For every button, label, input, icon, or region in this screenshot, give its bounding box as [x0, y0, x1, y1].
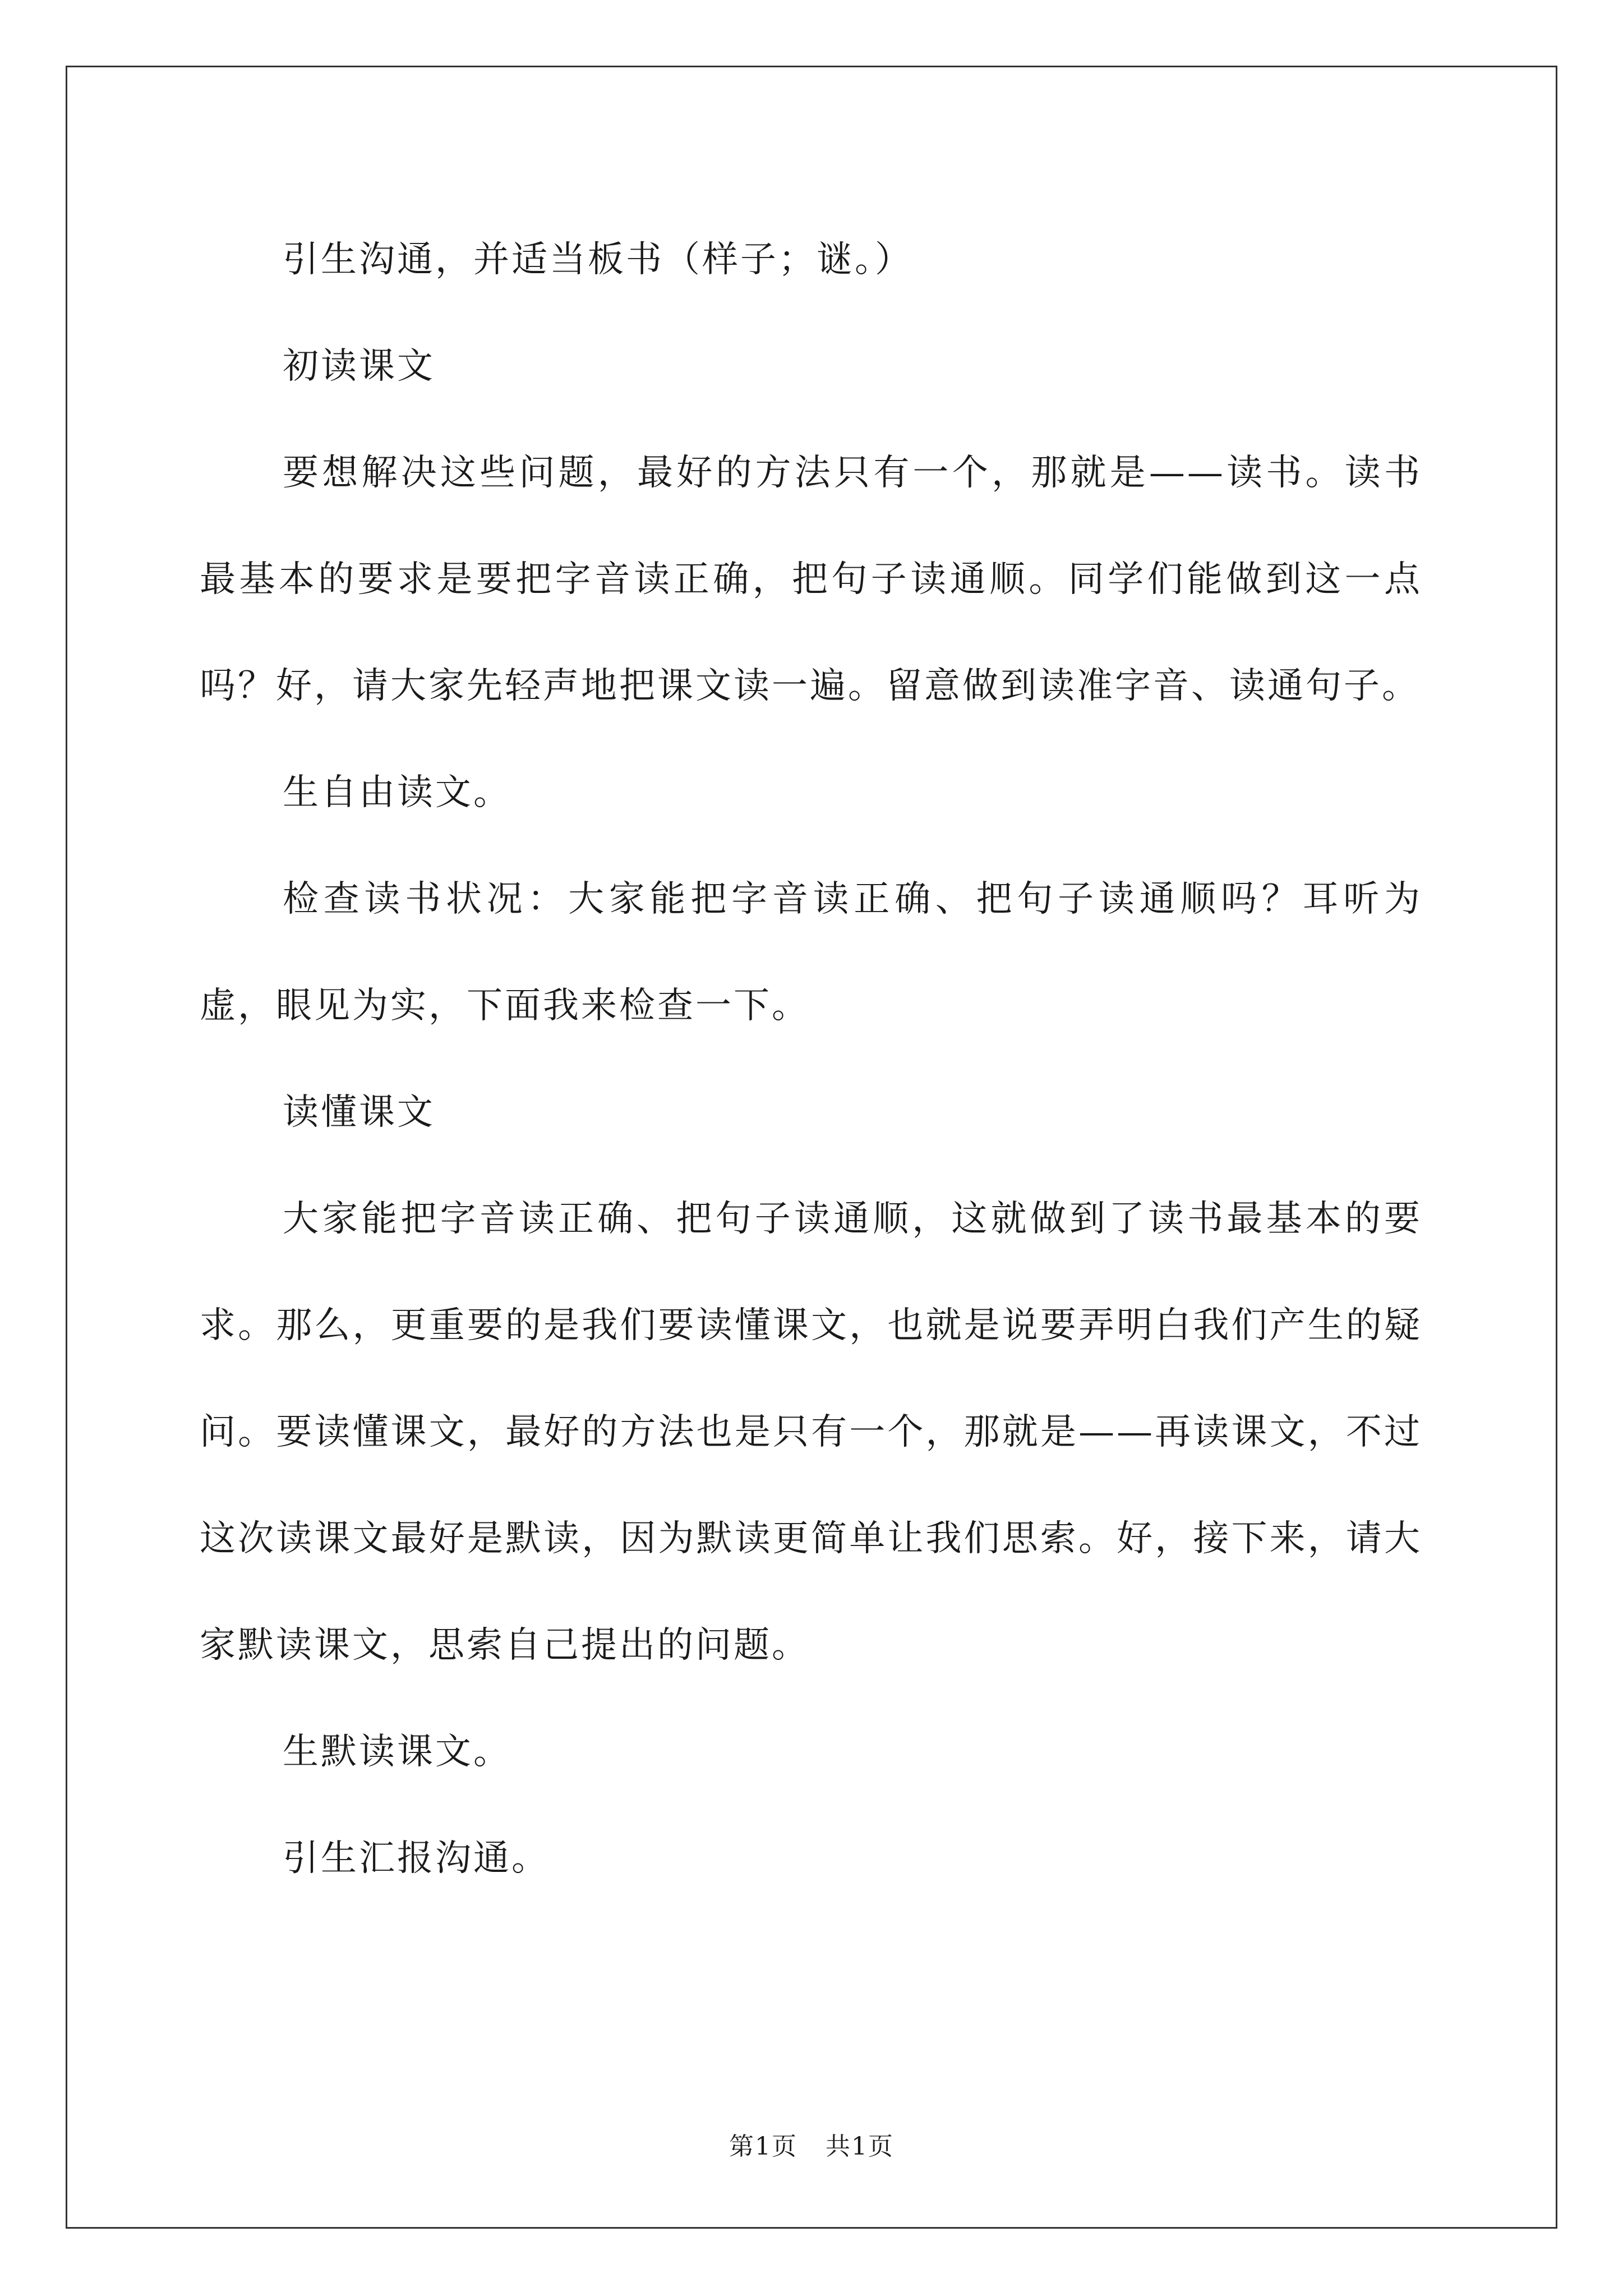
section-heading: 读懂课文: [283, 1092, 435, 1133]
page-total: 共1页: [826, 2132, 894, 2161]
paragraph: 引生汇报沟通。: [283, 1838, 550, 1879]
paragraph: 生自由读文。: [283, 772, 511, 813]
section-heading: 初读课文: [283, 346, 435, 387]
paragraph: 引生沟通，并适当板书（样子；谜。）: [283, 239, 913, 280]
page-number: 第1页: [729, 2132, 797, 2161]
paragraph: 检查读书状况：大家能把字音读正确、把句子读通顺吗？耳听为虚，眼见为实，下面我来检查一下。: [200, 878, 1422, 1027]
paragraph: 大家能把字音读正确、把句子读通顺，这就做到了读书最基本的要求。那么，更重要的是我们要读懂课文，也就是说要弄明白我们产生的疑问。要读懂课文，最好的方法也是只有一个，那就是——再读课文，不过这次读课文最好是默读，因为默读更简单让我们思索。好，接下来，请大家默读课文，思索自己提出的问题。: [200, 1198, 1422, 1666]
document-body: [200, 206, 1422, 1912]
paragraph: 要想解决这些问题，最好的方法只有一个，那就是——读书。读书最基本的要求是要把字音读正确，把句子读通顺。同学们能做到这一点吗？好，请大家先轻声地把课文读一遍。留意做到读准字音、读通句子。: [200, 452, 1422, 707]
paragraph: 生默读课文。: [283, 1731, 511, 1773]
page-footer: [0, 2130, 1623, 2164]
